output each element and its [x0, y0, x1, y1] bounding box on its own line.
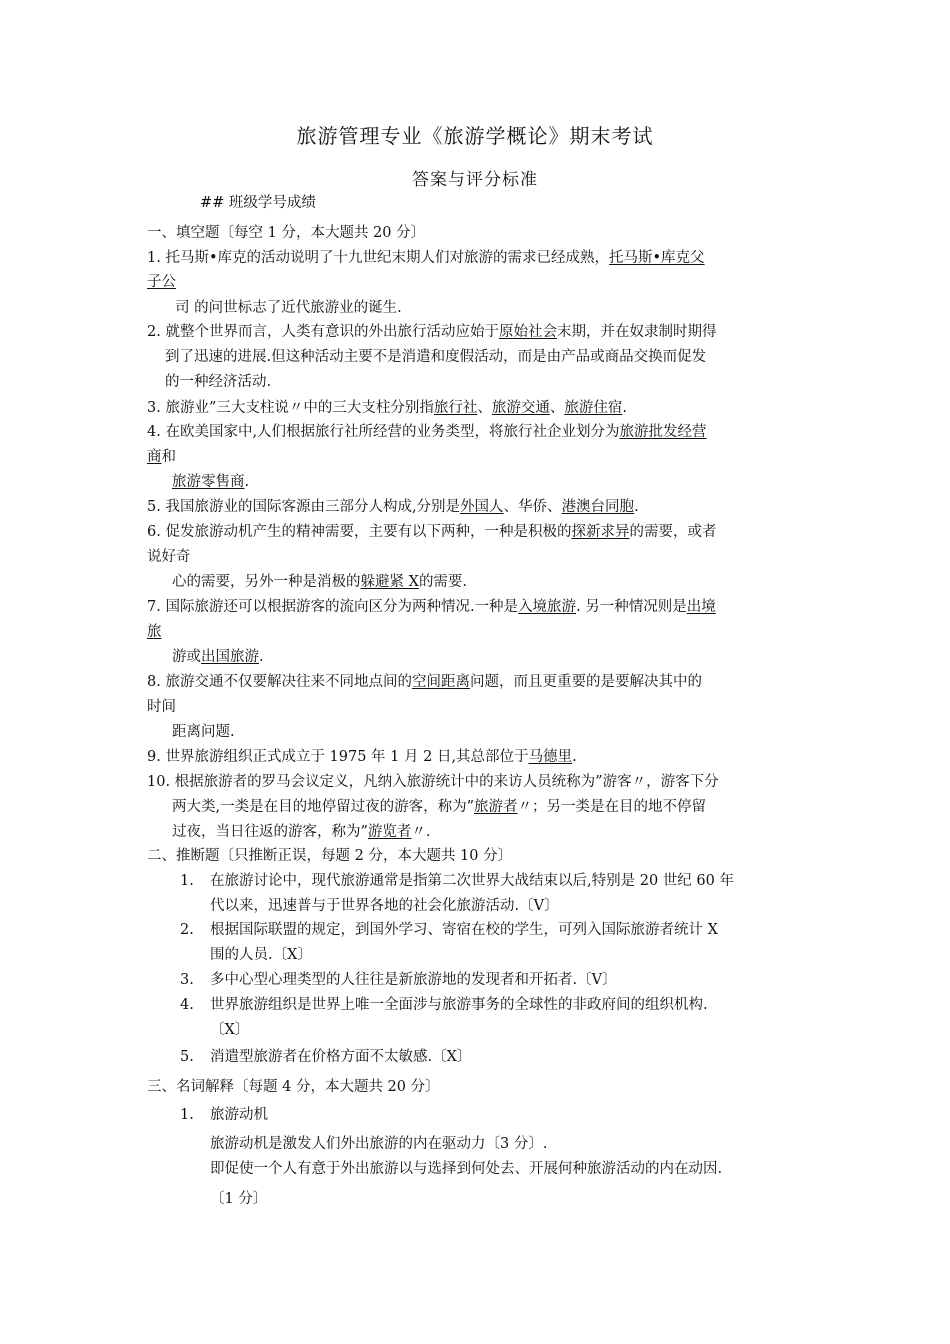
q5-mid: 、华侨、 — [503, 499, 562, 515]
q8-line2: 时间 — [147, 699, 176, 715]
q2-line3: 的一种经济活动. — [165, 374, 272, 390]
q10-text-4: 过夜，当日往返的游客，称为” — [172, 824, 368, 840]
s2-item1-num: 1. — [180, 873, 194, 889]
q2-line2: 到了迅速的进展.但这种活动主要不是消遣和度假活动，而是由产品或商品交换而促发 — [165, 349, 707, 365]
q4-text: 4. 在欧美国家中,人们根据旅行社所经营的业务类型，将旅行社企业划分为 — [147, 424, 620, 440]
section2-heading: 二、推断题〔只推断正误，每题 2 分，本大题共 10 分〕 — [147, 848, 513, 864]
s2-item3-line1: 多中心型心理类型的人往往是新旅游地的发现者和开拓者.〔V〕 — [210, 972, 617, 988]
s2-item2-line2: 围的人员.〔X〕 — [210, 947, 312, 963]
q9-line1 — [147, 747, 577, 767]
q7-line2 — [147, 622, 162, 642]
q2-line1 — [147, 322, 716, 342]
q8-text-2: 问题，而且更重要的是要解决其中的 — [469, 674, 702, 690]
q7-answer-2: 出境 — [686, 599, 716, 615]
document-title: 旅游管理专业《旅游学概论》期末考试 — [296, 124, 654, 148]
s3-item1-num: 1. — [180, 1107, 194, 1123]
q7-end: . — [259, 649, 264, 665]
s2-item4-num: 4. — [180, 997, 194, 1013]
q10-answer-2: 游览者 — [367, 824, 412, 840]
q4-line2 — [147, 447, 176, 467]
q1-answer: 托马斯•库克父 — [609, 250, 705, 266]
q4-answer-1: 旅游批发经营 — [619, 424, 707, 440]
s2-item5-line1: 消遣型旅游者在价格方面不太敏感.〔X〕 — [210, 1049, 472, 1065]
q9-text: 9. 世界旅游组织正式成立于 1975 年 1 月 2 日,其总部位于 — [147, 749, 529, 765]
q4-answer-2: 旅游零售商 — [172, 474, 245, 490]
q4-line1 — [147, 422, 707, 442]
s2-item4-line2: 〔X〕 — [210, 1022, 250, 1038]
q9-answer: 马德里 — [528, 749, 573, 765]
q3-answer-3: 旅游住宿 — [564, 400, 623, 416]
s2-item2-line1: 根据国际联盟的规定，到国外学习、寄宿在校的学生，可列入国际旅游者统计 X — [210, 922, 718, 938]
q3-end: . — [622, 400, 627, 416]
section3-heading: 三、名词解释〔每题 4 分，本大题共 20 分〕 — [147, 1079, 440, 1095]
q3-answer-2: 旅游交通 — [491, 400, 550, 416]
s2-item2-num: 2. — [180, 922, 194, 938]
q8-text: 8. 旅游交通不仅要解决往来不同地点间的 — [147, 674, 412, 690]
q5-end: . — [634, 499, 639, 515]
q3-text: 3. 旅游业”三大支柱说〃中的三大支柱分别指 — [147, 400, 434, 416]
q6-text-2: 的需要，或者 — [629, 524, 717, 540]
q4-end: . — [244, 474, 250, 490]
q10-text-2: 两大类,一类是在目的地停留过夜的游客，称为” — [172, 799, 475, 815]
q7-line1 — [147, 597, 716, 617]
q8-line3: 距离问题. — [172, 724, 235, 740]
q7-text-2: . 另一种情况则是 — [576, 599, 687, 615]
q10-line2 — [172, 797, 706, 817]
class-line: ## 班级学号成绩 — [200, 195, 316, 211]
document-subtitle: 答案与评分标准 — [412, 170, 538, 190]
q2-answer: 原始社会 — [498, 324, 557, 340]
q6-line2: 说好奇 — [147, 549, 191, 565]
q9-end: . — [572, 749, 577, 765]
s2-item3-num: 3. — [180, 972, 194, 988]
q7-line3 — [172, 647, 264, 667]
q6-answer-2: 躲避紧 X — [360, 574, 419, 590]
q3-sep-1: 、 — [477, 400, 492, 416]
q4-answer-1-cont: 商 — [147, 449, 162, 465]
q6-answer-1: 探新求异 — [571, 524, 630, 540]
q1-text: 1. 托马斯•库克的活动说明了十九世纪末期人们对旅游的需求已经成熟， — [147, 250, 609, 266]
q7-text: 7. 国际旅游还可以根据游客的流向区分为两种情况.一种是 — [147, 599, 519, 615]
q6-line1 — [147, 522, 716, 542]
q4-mid: 和 — [161, 449, 176, 465]
q10-line3 — [172, 822, 431, 842]
q2-text-2: 末期，并在奴隶制时期得 — [556, 324, 717, 340]
s3-item1-line2: 即促使一个人有意于外出旅游以与选择到何处去、开展何种旅游活动的内在动因. — [210, 1161, 723, 1177]
s2-item5-num: 5. — [180, 1049, 194, 1065]
q6-text-3: 心的需要，另外一种是消极的 — [172, 574, 361, 590]
q8-answer: 空间距离 — [411, 674, 470, 690]
s3-item1-line3: 〔1 分〕 — [210, 1191, 268, 1207]
q5-text: 5. 我国旅游业的国际客源由三部分人构成,分别是 — [147, 499, 461, 515]
q10-answer-1: 旅游者 — [474, 799, 518, 815]
q1-line2 — [147, 272, 176, 292]
section1-heading: 一、填空题〔每空 1 分，本大题共 20 分〕 — [147, 225, 426, 241]
q2-text: 2. 就整个世界而言，人类有意识的外出旅行活动应始于 — [147, 324, 499, 340]
s3-item1-line1: 旅游动机是激发人们外出旅游的内在驱动力〔3 分〕. — [210, 1136, 548, 1152]
q6-line3 — [172, 572, 467, 592]
q10-text-3: 〃；另一类是在目的地不停留 — [517, 799, 707, 815]
q1-line3: 司 的问世标志了近代旅游业的诞生. — [175, 300, 402, 316]
q3-sep-2: 、 — [549, 400, 565, 416]
s2-item4-line1: 世界旅游组织是世界上唯一全面涉与旅游事务的全球性的非政府间的组织机构. — [210, 997, 708, 1013]
q6-text: 6. 促发旅游动机产生的精神需要，主要有以下两种，一种是积极的 — [147, 524, 572, 540]
s2-item1-line2: 代以来，迅速普与于世界各地的社会化旅游活动.〔V〕 — [210, 898, 559, 914]
q5-answer-1: 外国人 — [460, 499, 504, 515]
q10-text-5: 〃. — [411, 824, 431, 840]
q5-line1 — [147, 497, 639, 517]
q7-text-3: 游或 — [172, 649, 201, 665]
q4-line3 — [172, 472, 249, 492]
q7-answer-2-cont: 旅 — [147, 624, 162, 640]
q6-text-4: 的需要. — [418, 574, 468, 590]
q1-answer-cont: 子公 — [147, 274, 176, 290]
q1-line1 — [147, 248, 705, 268]
s2-item1-line1: 在旅游讨论中，现代旅游通常是指第二次世界大战结束以后,特别是 20 世纪 60 年 — [210, 873, 734, 889]
q5-answer-2: 港澳台同胞 — [561, 499, 635, 515]
q3-answer-1: 旅行社 — [433, 400, 478, 416]
q10-line1: 10. 根据旅游者的罗马会议定义，凡纳入旅游统计中的来访人员统称为”游客〃，游客下分 — [147, 774, 719, 790]
q8-line1 — [147, 672, 702, 692]
s3-item1-term: 旅游动机 — [210, 1107, 268, 1123]
q7-answer-1: 入境旅游 — [518, 599, 577, 615]
q3-line1 — [147, 398, 627, 418]
q7-answer-3: 出国旅游 — [201, 649, 259, 665]
